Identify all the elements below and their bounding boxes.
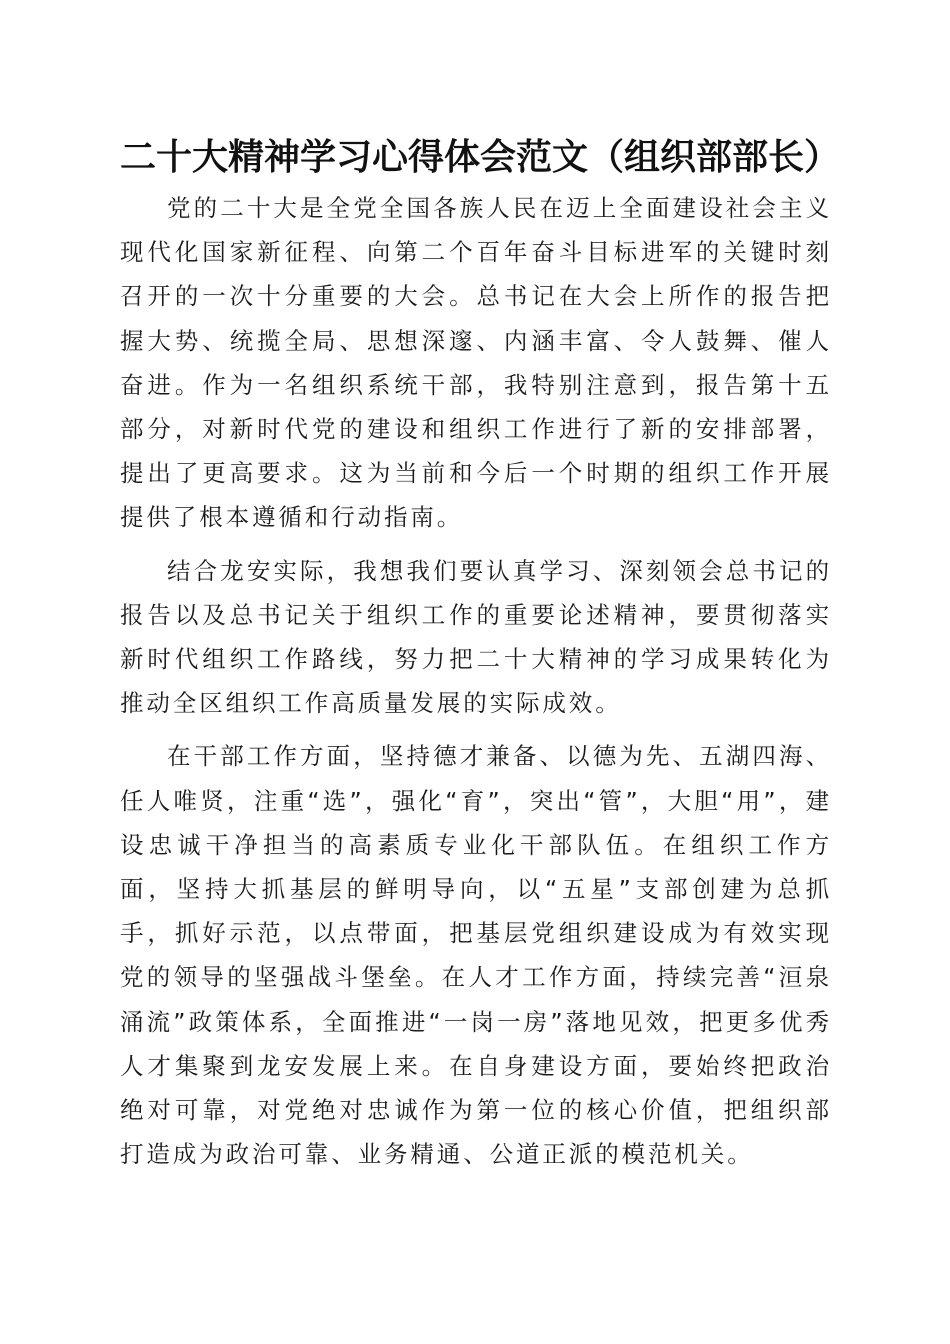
document-title: 二十大精神学习心得体会范文（组织部部长） [120, 136, 841, 178]
paragraph-1: 党的二十大是全党全国各族人民在迈上全面建设社会主义现代化国家新征程、向第二个百年奋斗目标进军的关键时刻召开的一次十分重要的大会。总书记在大会上所作的报告把握大势、统揽全局、思想深邃、内涵丰富、令人鼓舞、催人奋进。作为一名组织系统干部，我特别注意到，报告第十五部分，对新时代党的建设和组织工作进行了新的安排部署，提出了更高要求。这为当前和今后一个时期的组织工作开展提供了根本遵循和行动指南。 [120, 194, 832, 532]
paragraph-3: 在干部工作方面，坚持德才兼备、以德为先、五湖四海、任人唯贤，注重“选”，强化“育”，突出“管”，大胆“用”，建设忠诚干净担当的高素质专业化干部队伍。在组织工作方面，坚持大抓基层的鲜明导向，以“五星”支部创建为总抓手，抓好示范，以点带面，把基层党组织建设成为有效实现党的领导的坚强战斗堡垒。在人才工作方面，持续完善“洹泉涌流”政策体系，全面推进“一岗一房”落地见效，把更多优秀人才集聚到龙安发展上来。在自身建设方面，要始终把政治绝对可靠，对党绝对忠诚作为第一位的核心价值，把组织部打造成为政治可靠、业务精通、公道正派的模范机关。 [120, 742, 832, 1169]
document-body [120, 186, 832, 1185]
paragraph-2: 结合龙安实际，我想我们要认真学习、深刻领会总书记的报告以及总书记关于组织工作的重要论述精神，要贯彻落实新时代组织工作路线，努力把二十大精神的学习成果转化为推动全区组织工作高质量发展的实际成效。 [120, 556, 832, 718]
